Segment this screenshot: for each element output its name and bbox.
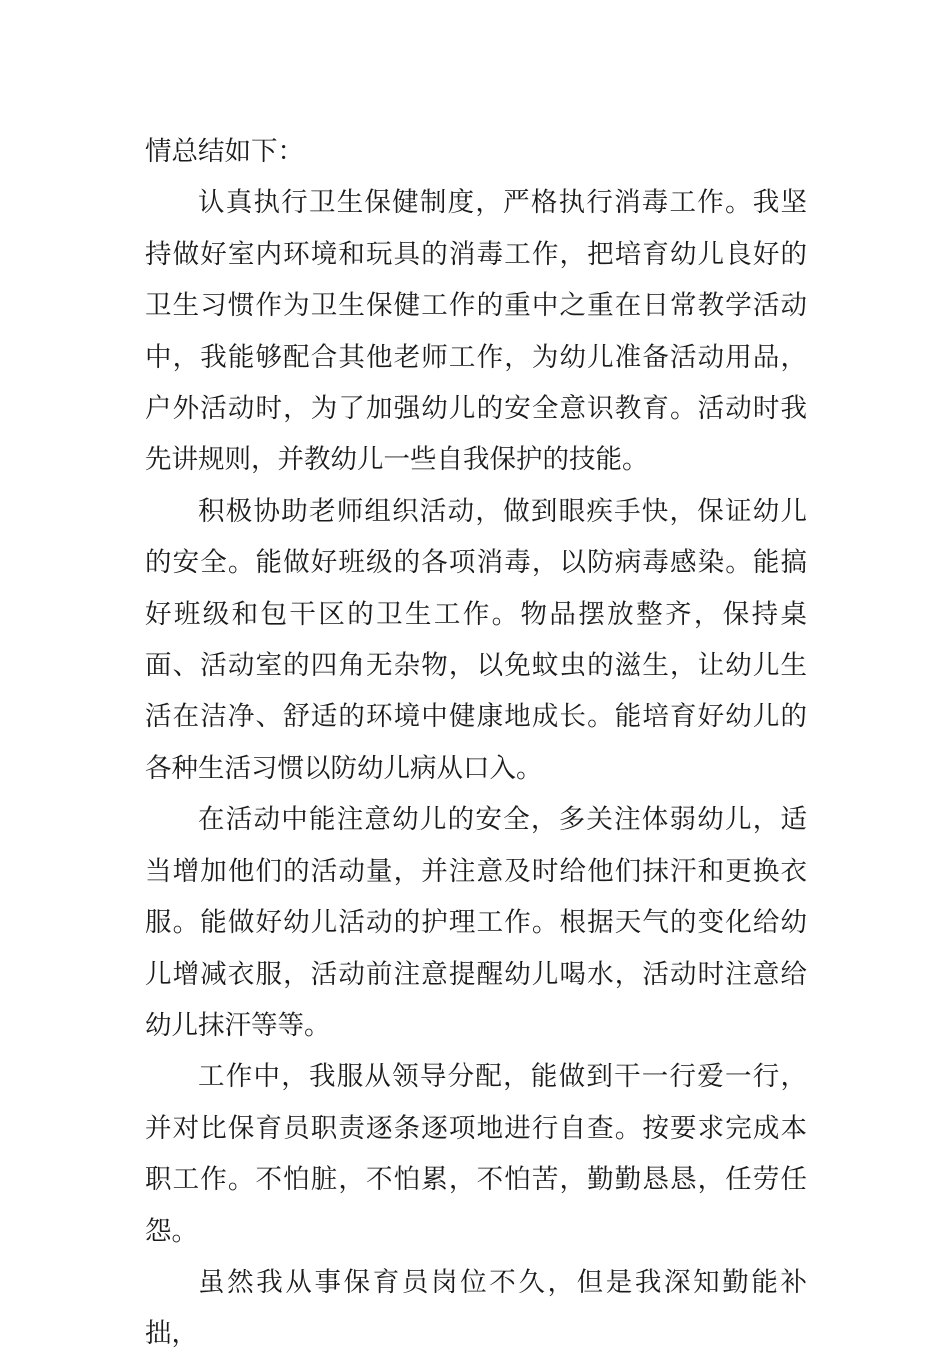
paragraph-closing: 虽然我从事保育员岗位不久，但是我深知勤能补拙， <box>145 1266 807 1350</box>
paragraph-hygiene-disinfection: 认真执行卫生保健制度，严格执行消毒工作。我坚持做好室内环境和玩具的消毒工作，把培育幼儿良好的卫生习惯作为卫生保健工作的重中之重在日常教学活动中，我能够配合其他老师工作，为幼儿准备活动用品，户外活动时，为了加强幼儿的安全意识教育。活动时我先讲规则，并教幼儿一些自我保护的技能。 <box>145 187 807 476</box>
document-body <box>145 126 807 1360</box>
paragraph-work-attitude: 工作中，我服从领导分配，能做到干一行爱一行，并对比保育员职责逐条逐项地进行自查。按要求完成本职工作。不怕脏，不怕累，不怕苦，勤勤恳恳，任劳任怨。 <box>145 1061 807 1247</box>
paragraph-assist-teacher: 积极协助老师组织活动，做到眼疾手快，保证幼儿的安全。能做好班级的各项消毒，以防病毒感染。能搞好班级和包干区的卫生工作。物品摆放整齐，保持桌面、活动室的四角无杂物，以免蚊虫的滋生，让幼儿生活在洁净、舒适的环境中健康地成长。能培育好幼儿的各种生活习惯以防幼儿病从口入。 <box>145 495 807 784</box>
paragraph-activity-safety: 在活动中能注意幼儿的安全，多关注体弱幼儿，适当增加他们的活动量，并注意及时给他们抹汗和更换衣服。能做好幼儿活动的护理工作。根据天气的变化给幼儿增减衣服，活动前注意提醒幼儿喝水，活动时注意给幼儿抹汗等等。 <box>145 804 807 1041</box>
paragraph-continuation: 情总结如下： <box>145 136 304 167</box>
